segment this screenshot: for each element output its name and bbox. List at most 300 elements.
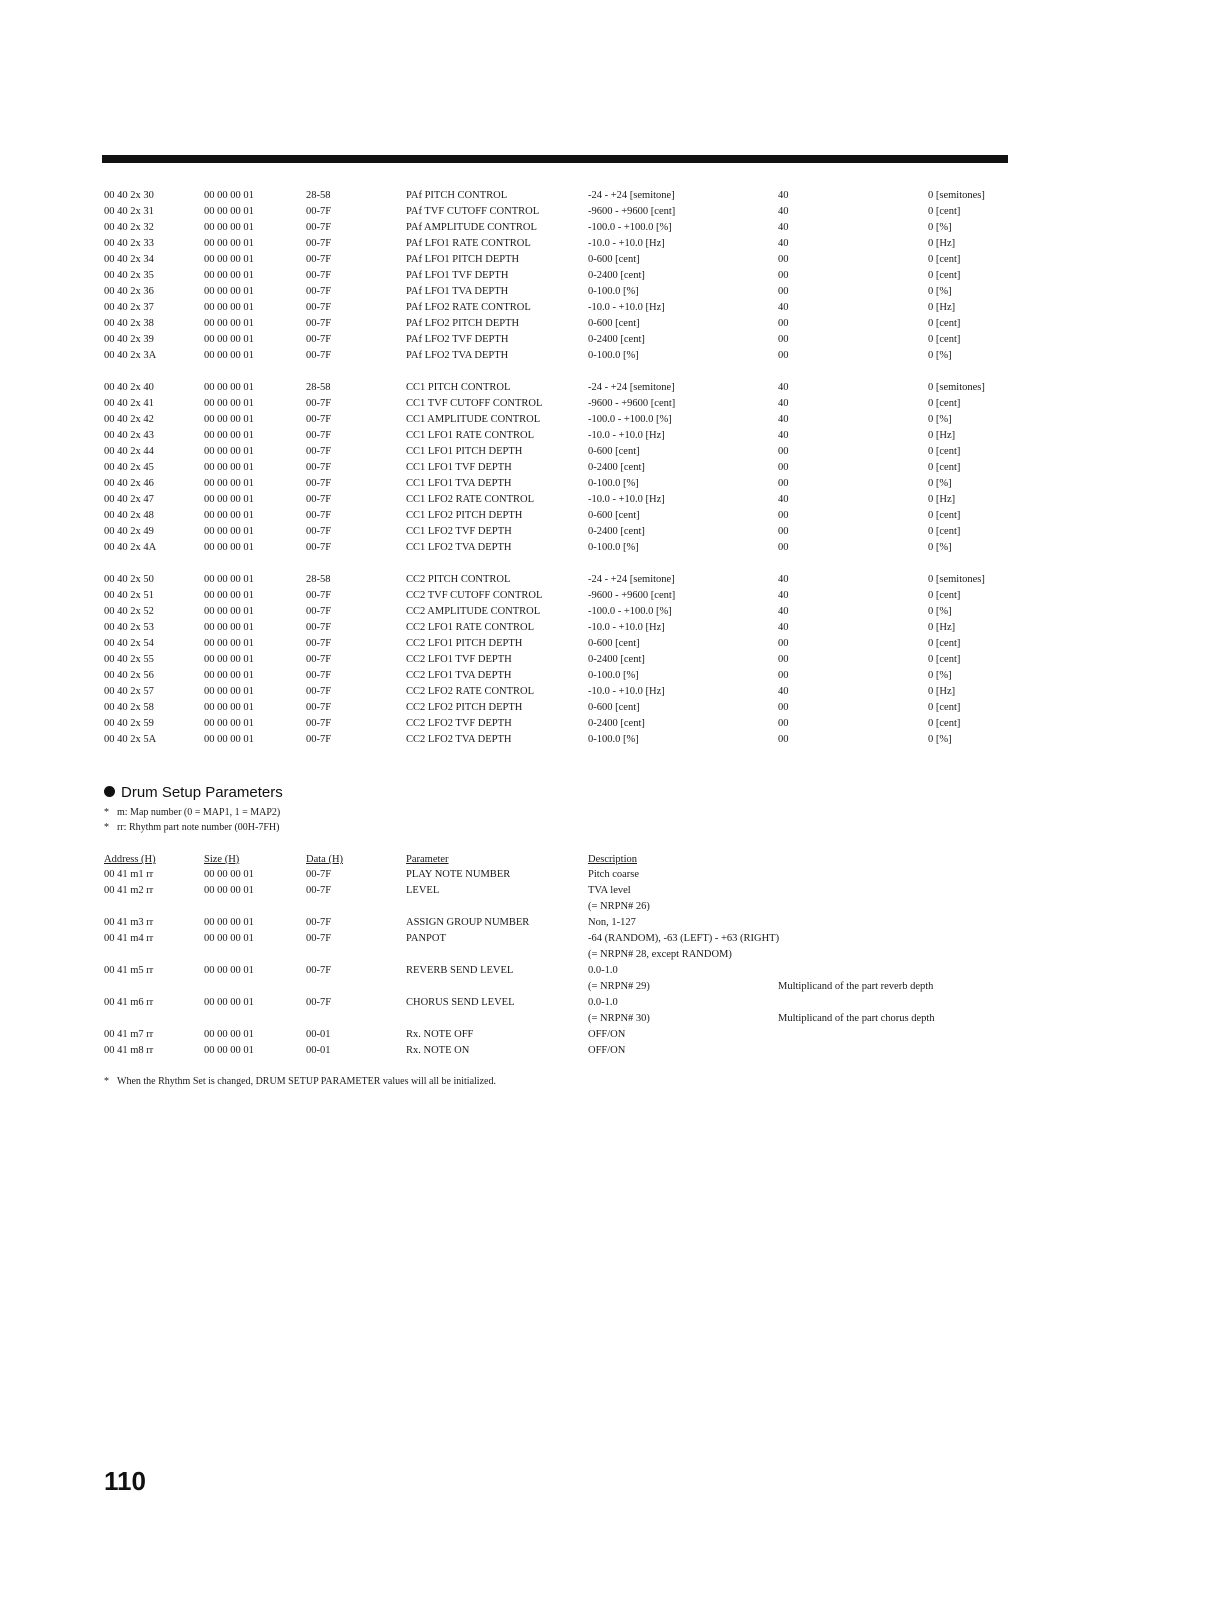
param-group [104,188,1004,364]
cell-default-value: 0 [cent] [928,526,961,537]
cell-parameter: CC2 AMPLITUDE CONTROL [406,606,541,617]
table-row [104,428,1004,444]
cell-address: 00 41 m3 rr [104,917,154,928]
cell-default-hex: 40 [778,430,789,441]
cell-parameter: CC2 LFO2 TVA DEPTH [406,734,512,745]
cell-data-range: 00-7F [306,334,332,345]
cell-default-hex: 40 [778,414,789,425]
cell-value-range: 0-600 [cent] [588,318,640,329]
cell-value-range: 0-2400 [cent] [588,270,645,281]
cell-parameter: CC2 LFO2 RATE CONTROL [406,686,535,697]
cell-value-range: -10.0 - +10.0 [Hz] [588,686,665,697]
cell-value-range: 0-600 [cent] [588,254,640,265]
table-row [104,636,1004,652]
cell-default-value: 0 [%] [928,542,952,553]
cell-default-hex: 40 [778,622,789,633]
cell-data-range: 00-7F [306,206,332,217]
cell-default-hex: 00 [778,702,789,713]
cell-default-hex: 40 [778,574,789,585]
cell-default-hex: 00 [778,318,789,329]
cell-parameter: CC2 TVF CUTOFF CONTROL [406,590,543,601]
cell-parameter: CHORUS SEND LEVEL [406,997,515,1008]
cell-address: 00 40 2x 34 [104,254,154,265]
cell-address: 00 41 m8 rr [104,1045,154,1056]
cell-address: 00 40 2x 45 [104,462,154,473]
table-row [104,380,1004,396]
cell-parameter: CC2 LFO1 RATE CONTROL [406,622,535,633]
cell-parameter: PAf LFO1 RATE CONTROL [406,238,531,249]
cell-default-hex: 00 [778,526,789,537]
cell-address: 00 40 2x 55 [104,654,154,665]
cell-address: 00 40 2x 32 [104,222,154,233]
cell-data-range: 00-7F [306,350,332,361]
cell-default-value: 0 [%] [928,286,952,297]
table-row [104,1043,1004,1059]
top-rule [102,155,1008,163]
cell-default-hex: 40 [778,606,789,617]
table-row [104,492,1004,508]
cell-value-range: -24 - +24 [semitone] [588,574,675,585]
cell-default-value: 0 [cent] [928,318,961,329]
param-group [104,380,1004,556]
header-description: Description [588,854,637,865]
table-row [104,915,1004,931]
cell-address: 00 40 2x 49 [104,526,154,537]
section-heading [104,784,283,801]
cell-parameter: PAf PITCH CONTROL [406,190,508,201]
cell-data-range: 00-7F [306,526,332,537]
cell-parameter: PAf LFO1 TVF DEPTH [406,270,509,281]
cell-default-value: 0 [semitones] [928,382,985,393]
cell-value-range: -10.0 - +10.0 [Hz] [588,430,665,441]
cell-value-range: -100.0 - +100.0 [%] [588,222,672,233]
cell-description: OFF/ON [588,1045,626,1056]
cell-data-range: 00-7F [306,670,332,681]
cell-value-range: -9600 - +9600 [cent] [588,206,676,217]
cell-data-range: 00-7F [306,965,332,976]
cell-size: 00 00 00 01 [204,302,254,313]
cell-default-hex: 40 [778,238,789,249]
cell-description: Non, 1-127 [588,917,636,928]
cell-default-hex: 40 [778,686,789,697]
param-group [104,572,1004,748]
table-row [104,204,1004,220]
table-row [104,684,1004,700]
cell-data-range: 00-7F [306,318,332,329]
cell-default-value: 0 [cent] [928,510,961,521]
cell-parameter: PAf LFO2 PITCH DEPTH [406,318,520,329]
cell-default-value: 0 [semitones] [928,574,985,585]
drum-table-header [104,852,1004,868]
cell-default-value: 0 [Hz] [928,238,956,249]
cell-data-range: 28-58 [306,382,331,393]
cell-data-range: 28-58 [306,574,331,585]
cell-description: 0.0-1.0 [588,965,618,976]
header-size: Size (H) [204,854,240,865]
cell-address: 00 40 2x 57 [104,686,154,697]
note-rhythm: * rr: Rhythm part note number (00H-7FH) [104,820,280,835]
section-title: Drum Setup Parameters [121,784,283,801]
cell-default-value: 0 [%] [928,414,952,425]
cell-description: Pitch coarse [588,869,640,880]
cell-size: 00 00 00 01 [204,478,254,489]
cell-parameter: CC2 PITCH CONTROL [406,574,511,585]
cell-size: 00 00 00 01 [204,334,254,345]
cell-default-value: 0 [semitones] [928,190,985,201]
cell-size: 00 00 00 01 [204,350,254,361]
cell-address: 00 40 2x 41 [104,398,154,409]
cell-address: 00 40 2x 37 [104,302,154,313]
cell-parameter: PAf LFO2 TVF DEPTH [406,334,509,345]
cell-value-range: 0-600 [cent] [588,510,640,521]
cell-size: 00 00 00 01 [204,654,254,665]
cell-default-value: 0 [cent] [928,702,961,713]
table-row [104,348,1004,364]
table-row [104,236,1004,252]
cell-address: 00 41 m5 rr [104,965,154,976]
cell-parameter: CC2 LFO1 TVA DEPTH [406,670,512,681]
cell-default-value: 0 [cent] [928,270,961,281]
cell-data-range: 00-7F [306,917,332,928]
cell-address: 00 40 2x 4A [104,542,157,553]
table-row [104,883,1004,899]
cell-size: 00 00 00 01 [204,222,254,233]
cell-address: 00 41 m7 rr [104,1029,154,1040]
cell-address: 00 40 2x 42 [104,414,154,425]
cell-parameter: CC1 AMPLITUDE CONTROL [406,414,541,425]
cell-data-range: 00-01 [306,1029,331,1040]
cell-description: -64 (RANDOM), -63 (LEFT) - +63 (RIGHT) [588,933,780,944]
cell-parameter: ASSIGN GROUP NUMBER [406,917,530,928]
cell-address: 00 40 2x 59 [104,718,154,729]
table-row [104,300,1004,316]
bullet-icon [104,786,115,797]
cell-address: 00 40 2x 47 [104,494,154,505]
table-row [104,316,1004,332]
cell-address: 00 40 2x 44 [104,446,154,457]
cell-size: 00 00 00 01 [204,965,254,976]
cell-data-range: 28-58 [306,190,331,201]
table-row [104,700,1004,716]
table-row [104,460,1004,476]
cell-size: 00 00 00 01 [204,702,254,713]
cell-default-value: 0 [cent] [928,638,961,649]
cell-value-range: -24 - +24 [semitone] [588,190,675,201]
table-row [104,524,1004,540]
cell-size: 00 00 00 01 [204,414,254,425]
table-row [104,332,1004,348]
cell-default-value: 0 [cent] [928,334,961,345]
table-row [104,572,1004,588]
cell-size: 00 00 00 01 [204,398,254,409]
cell-default-hex: 00 [778,334,789,345]
cell-address: 00 40 2x 56 [104,670,154,681]
header-data: Data (H) [306,854,344,865]
cell-remark: Multiplicand of the part reverb depth [778,981,934,992]
cell-default-hex: 40 [778,494,789,505]
cell-data-range: 00-7F [306,590,332,601]
table-row [104,444,1004,460]
table-row [104,188,1004,204]
cell-data-range: 00-7F [306,718,332,729]
cell-value-range: -24 - +24 [semitone] [588,382,675,393]
cell-default-value: 0 [%] [928,606,952,617]
cell-parameter: REVERB SEND LEVEL [406,965,514,976]
cell-size: 00 00 00 01 [204,718,254,729]
cell-size: 00 00 00 01 [204,430,254,441]
cell-size: 00 00 00 01 [204,622,254,633]
cell-data-range: 00-7F [306,286,332,297]
page-number: 110 [104,1466,146,1496]
cell-value-range: -9600 - +9600 [cent] [588,590,676,601]
cell-data-range: 00-7F [306,542,332,553]
cell-data-range: 00-7F [306,462,332,473]
cell-parameter: PAf LFO1 PITCH DEPTH [406,254,520,265]
cell-default-value: 0 [%] [928,478,952,489]
cell-address: 00 40 2x 33 [104,238,154,249]
cell-size: 00 00 00 01 [204,206,254,217]
cell-size: 00 00 00 01 [204,917,254,928]
cell-parameter: CC1 LFO2 PITCH DEPTH [406,510,523,521]
cell-size: 00 00 00 01 [204,510,254,521]
cell-default-hex: 40 [778,190,789,201]
cell-address: 00 40 2x 38 [104,318,154,329]
table-row [104,979,1004,995]
cell-default-hex: 00 [778,670,789,681]
cell-address: 00 41 m4 rr [104,933,154,944]
cell-default-value: 0 [%] [928,350,952,361]
cell-parameter: PLAY NOTE NUMBER [406,869,511,880]
cell-remark: Multiplicand of the part chorus depth [778,1013,935,1024]
cell-size: 00 00 00 01 [204,286,254,297]
cell-parameter: PAf TVF CUTOFF CONTROL [406,206,540,217]
cell-parameter: CC1 PITCH CONTROL [406,382,511,393]
cell-parameter: CC2 LFO1 TVF DEPTH [406,654,512,665]
cell-size: 00 00 00 01 [204,933,254,944]
cell-value-range: 0-100.0 [%] [588,542,639,553]
cell-data-range: 00-7F [306,478,332,489]
cell-address: 00 40 2x 31 [104,206,154,217]
cell-value-range: 0-600 [cent] [588,702,640,713]
cell-size: 00 00 00 01 [204,382,254,393]
cell-parameter: Rx. NOTE ON [406,1045,470,1056]
cell-value-range: 0-100.0 [%] [588,734,639,745]
cell-size: 00 00 00 01 [204,542,254,553]
table-row [104,947,1004,963]
cell-size: 00 00 00 01 [204,494,254,505]
cell-size: 00 00 00 01 [204,686,254,697]
cell-default-value: 0 [Hz] [928,430,956,441]
table-row [104,604,1004,620]
cell-default-value: 0 [cent] [928,590,961,601]
cell-address: 00 40 2x 50 [104,574,154,585]
cell-description: (= NRPN# 26) [588,901,650,912]
cell-default-value: 0 [cent] [928,462,961,473]
cell-data-range: 00-7F [306,885,332,896]
cell-description: OFF/ON [588,1029,626,1040]
cell-default-hex: 00 [778,462,789,473]
cell-data-range: 00-7F [306,494,332,505]
table-row [104,867,1004,883]
table-row [104,396,1004,412]
cell-value-range: -10.0 - +10.0 [Hz] [588,238,665,249]
cell-data-range: 00-7F [306,606,332,617]
cell-default-hex: 00 [778,718,789,729]
cell-description: 0.0-1.0 [588,997,618,1008]
cell-parameter: CC2 LFO1 PITCH DEPTH [406,638,523,649]
cell-data-range: 00-7F [306,222,332,233]
table-row [104,412,1004,428]
cell-parameter: CC1 LFO1 TVA DEPTH [406,478,512,489]
cell-data-range: 00-01 [306,1045,331,1056]
cell-default-hex: 00 [778,270,789,281]
table-row [104,268,1004,284]
cell-value-range: 0-600 [cent] [588,638,640,649]
section-notes [104,805,280,835]
cell-default-value: 0 [cent] [928,718,961,729]
cell-default-hex: 00 [778,638,789,649]
cell-value-range: 0-2400 [cent] [588,654,645,665]
cell-default-hex: 00 [778,254,789,265]
cell-data-range: 00-7F [306,446,332,457]
cell-value-range: -9600 - +9600 [cent] [588,398,676,409]
cell-data-range: 00-7F [306,238,332,249]
cell-data-range: 00-7F [306,510,332,521]
cell-parameter: CC1 LFO2 RATE CONTROL [406,494,535,505]
cell-parameter: PAf AMPLITUDE CONTROL [406,222,537,233]
cell-default-hex: 00 [778,446,789,457]
cell-default-hex: 40 [778,206,789,217]
cell-data-range: 00-7F [306,997,332,1008]
cell-data-range: 00-7F [306,270,332,281]
cell-default-hex: 00 [778,542,789,553]
cell-default-hex: 40 [778,382,789,393]
cell-description: (= NRPN# 30) [588,1013,650,1024]
cell-default-hex: 00 [778,510,789,521]
cell-parameter: CC2 LFO2 TVF DEPTH [406,718,512,729]
cell-parameter: LEVEL [406,885,440,896]
cell-address: 00 40 2x 48 [104,510,154,521]
cell-default-hex: 40 [778,302,789,313]
cell-data-range: 00-7F [306,734,332,745]
cell-data-range: 00-7F [306,654,332,665]
table-row [104,620,1004,636]
cell-data-range: 00-7F [306,686,332,697]
cell-data-range: 00-7F [306,869,332,880]
cell-value-range: -10.0 - +10.0 [Hz] [588,494,665,505]
cell-default-hex: 40 [778,222,789,233]
cell-value-range: 0-100.0 [%] [588,286,639,297]
cell-size: 00 00 00 01 [204,1045,254,1056]
cell-description: (= NRPN# 29) [588,981,650,992]
table-row [104,716,1004,732]
cell-data-range: 00-7F [306,622,332,633]
cell-size: 00 00 00 01 [204,1029,254,1040]
cell-address: 00 41 m6 rr [104,997,154,1008]
cell-size: 00 00 00 01 [204,318,254,329]
cell-default-value: 0 [cent] [928,398,961,409]
cell-address: 00 40 2x 53 [104,622,154,633]
cell-size: 00 00 00 01 [204,638,254,649]
cell-default-hex: 00 [778,350,789,361]
cell-default-value: 0 [%] [928,222,952,233]
cell-address: 00 40 2x 52 [104,606,154,617]
cell-address: 00 40 2x 46 [104,478,154,489]
table-row [104,732,1004,748]
cell-parameter: CC1 LFO2 TVA DEPTH [406,542,512,553]
note-map: * m: Map number (0 = MAP1, 1 = MAP2) [104,805,280,820]
table-row [104,995,1004,1011]
cell-size: 00 00 00 01 [204,997,254,1008]
cell-parameter: PANPOT [406,933,446,944]
cell-value-range: -10.0 - +10.0 [Hz] [588,622,665,633]
table-row [104,652,1004,668]
table-row [104,220,1004,236]
cell-default-hex: 00 [778,478,789,489]
cell-parameter: PAf LFO2 RATE CONTROL [406,302,531,313]
table-row [104,508,1004,524]
table-row [104,899,1004,915]
cell-size: 00 00 00 01 [204,670,254,681]
cell-size: 00 00 00 01 [204,869,254,880]
cell-default-hex: 00 [778,734,789,745]
cell-address: 00 41 m2 rr [104,885,154,896]
cell-size: 00 00 00 01 [204,270,254,281]
cell-size: 00 00 00 01 [204,606,254,617]
cell-value-range: 0-100.0 [%] [588,478,639,489]
cell-parameter: CC1 LFO2 TVF DEPTH [406,526,512,537]
cell-value-range: -100.0 - +100.0 [%] [588,414,672,425]
cell-size: 00 00 00 01 [204,462,254,473]
cell-size: 00 00 00 01 [204,574,254,585]
cell-default-value: 0 [Hz] [928,494,956,505]
table-row [104,1011,1004,1027]
cell-data-range: 00-7F [306,398,332,409]
cell-default-hex: 40 [778,398,789,409]
cell-parameter: CC1 LFO1 RATE CONTROL [406,430,535,441]
header-address: Address (H) [104,854,156,865]
cell-description: (= NRPN# 28, except RANDOM) [588,949,732,960]
cell-address: 00 41 m1 rr [104,869,154,880]
table-row [104,931,1004,947]
cell-size: 00 00 00 01 [204,254,254,265]
cell-size: 00 00 00 01 [204,590,254,601]
cell-address: 00 40 2x 39 [104,334,154,345]
cell-default-value: 0 [%] [928,670,952,681]
cell-default-value: 0 [Hz] [928,302,956,313]
cell-value-range: 0-2400 [cent] [588,462,645,473]
cell-size: 00 00 00 01 [204,190,254,201]
cell-default-value: 0 [Hz] [928,686,956,697]
cell-default-value: 0 [cent] [928,254,961,265]
table-row [104,284,1004,300]
cell-default-value: 0 [Hz] [928,622,956,633]
cell-value-range: 0-2400 [cent] [588,718,645,729]
cell-data-range: 00-7F [306,254,332,265]
cell-data-range: 00-7F [306,933,332,944]
cell-address: 00 40 2x 43 [104,430,154,441]
cell-data-range: 00-7F [306,430,332,441]
cell-value-range: 0-2400 [cent] [588,334,645,345]
cell-address: 00 40 2x 5A [104,734,157,745]
cell-parameter: CC1 TVF CUTOFF CONTROL [406,398,543,409]
cell-size: 00 00 00 01 [204,734,254,745]
cell-value-range: 0-100.0 [%] [588,670,639,681]
cell-description: TVA level [588,885,631,896]
cell-parameter: PAf LFO2 TVA DEPTH [406,350,509,361]
cell-parameter: Rx. NOTE OFF [406,1029,474,1040]
cell-size: 00 00 00 01 [204,238,254,249]
